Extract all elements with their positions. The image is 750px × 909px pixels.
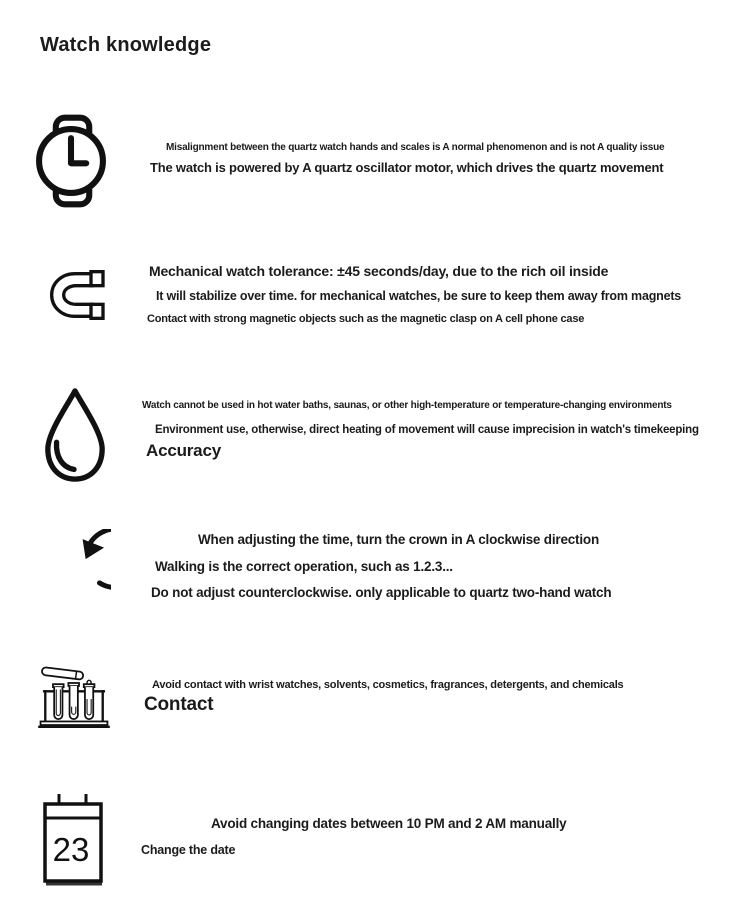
test-tubes-icon	[37, 649, 111, 743]
wristwatch-icon	[33, 113, 109, 209]
water-drop-icon	[43, 386, 107, 483]
magnet-icon	[47, 267, 107, 323]
section-quartz-note: Misalignment between the quartz watch hands and scales is A normal phenomenon and is not A quality issue	[166, 142, 665, 153]
section-magnet-sub: It will stabilize over time. for mechanical watches, be sure to keep them away from magnets	[156, 289, 682, 303]
section-temperature-note: Watch cannot be used in hot water baths, saunas, or other high-temperature or temperature-changing environments	[142, 400, 672, 411]
section-crown-main: When adjusting the time, turn the crown in A clockwise direction	[198, 532, 599, 547]
section-crown-sub: Walking is the correct operation, such as 1.2.3...	[155, 559, 453, 574]
section-crown-note: Do not adjust counterclockwise. only applicable to quartz two-hand watch	[151, 585, 612, 600]
section-date-main: Avoid changing dates between 10 PM and 2 AM manually	[211, 816, 567, 831]
section-accuracy-heading: Accuracy	[146, 441, 221, 460]
clockwise-arrow-icon	[38, 529, 111, 613]
calendar-day-number: 23	[52, 831, 90, 868]
section-temperature-sub: Environment use, otherwise, direct heating of movement will cause imprecision in watch's timekeeping	[155, 424, 699, 436]
section-contact-note: Avoid contact with wrist watches, solvents, cosmetics, fragrances, detergents, and chemicals	[152, 679, 624, 691]
section-contact-heading: Contact	[144, 694, 214, 715]
calendar-icon	[42, 793, 104, 886]
section-magnet-main: Mechanical watch tolerance: ±45 seconds/day, due to the rich oil inside	[149, 263, 609, 279]
page-title: Watch knowledge	[40, 34, 212, 56]
section-magnet-note: Contact with strong magnetic objects such as the magnetic clasp on A cell phone case	[147, 313, 585, 325]
section-date-sub: Change the date	[141, 843, 236, 857]
section-quartz-main: The watch is powered by A quartz oscillator motor, which drives the quartz movement	[150, 160, 664, 175]
